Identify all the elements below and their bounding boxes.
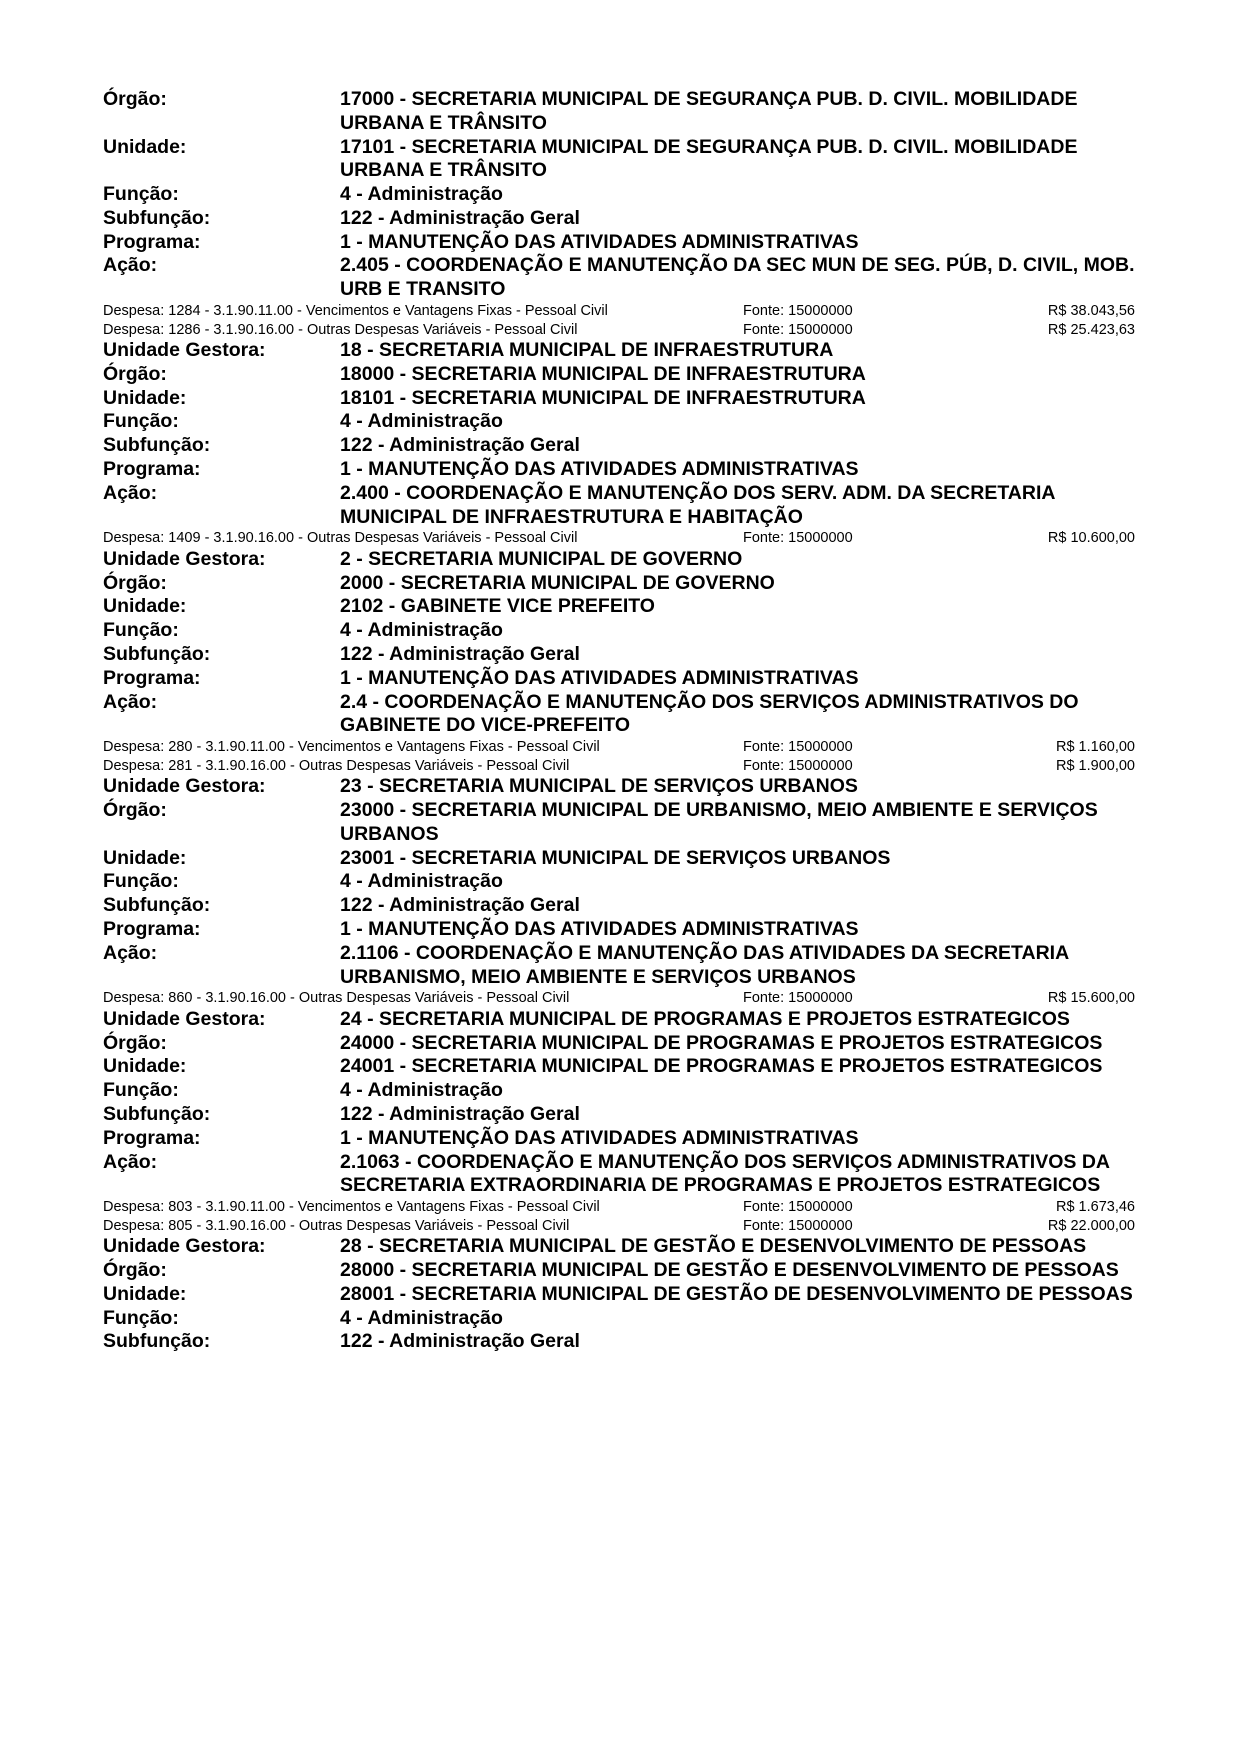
- field-label: Unidade:: [103, 1055, 187, 1078]
- field-label: Subfunção:: [103, 894, 211, 917]
- field-row: [103, 231, 1138, 255]
- field-label: Ação:: [103, 690, 158, 713]
- field-label: Programa:: [103, 230, 201, 253]
- despesa-valor: R$ 1.900,00: [1055, 757, 1135, 774]
- field-row: [103, 136, 1138, 184]
- field-label: Programa:: [103, 666, 201, 689]
- field-label: Órgão:: [103, 571, 167, 594]
- field-value: 1 - MANUTENÇÃO DAS ATIVIDADES ADMINISTRATIVAS: [340, 917, 859, 940]
- field-row: [103, 595, 1138, 619]
- field-row: [103, 691, 1138, 739]
- field-label: Função:: [103, 870, 179, 893]
- field-row: [103, 572, 1138, 596]
- field-value: 23000 - SECRETARIA MUNICIPAL DE URBANISMO, MEIO AMBIENTE E SERVIÇOS URBANOS: [340, 799, 1098, 845]
- despesa-fonte: Fonte: 15000000: [743, 1199, 853, 1216]
- field-value: 2102 - GABINETE VICE PREFEITO: [340, 595, 655, 618]
- despesa-valor: R$ 25.423,63: [1047, 321, 1135, 338]
- despesa-description: Despesa: 860 - 3.1.90.16.00 - Outras Despesas Variáveis - Pessoal Civil: [103, 990, 570, 1007]
- despesa-fonte: Fonte: 15000000: [743, 1217, 853, 1234]
- field-row: [103, 1055, 1138, 1079]
- field-row: [103, 799, 1138, 847]
- despesa-description: Despesa: 1409 - 3.1.90.16.00 - Outras Despesas Variáveis - Pessoal Civil: [103, 530, 578, 547]
- field-value: 2 - SECRETARIA MUNICIPAL DE GOVERNO: [340, 547, 743, 570]
- field-label: Unidade Gestora:: [103, 1007, 266, 1030]
- despesa-row: [103, 1198, 1138, 1217]
- field-label: Unidade Gestora:: [103, 339, 266, 362]
- field-value: 2000 - SECRETARIA MUNICIPAL DE GOVERNO: [340, 571, 775, 594]
- field-label: Órgão:: [103, 1258, 167, 1281]
- field-value: 4 - Administração: [340, 183, 503, 206]
- field-label: Órgão:: [103, 362, 167, 385]
- field-value: 1 - MANUTENÇÃO DAS ATIVIDADES ADMINISTRATIVAS: [340, 230, 859, 253]
- field-value: 122 - Administração Geral: [340, 894, 580, 917]
- field-value: 28001 - SECRETARIA MUNICIPAL DE GESTÃO DE DESENVOLVIMENTO DE PESSOAS: [340, 1282, 1133, 1305]
- field-row: [103, 1235, 1138, 1259]
- despesa-row: [103, 321, 1138, 340]
- field-value: 28000 - SECRETARIA MUNICIPAL DE GESTÃO E DESENVOLVIMENTO DE PESSOAS: [340, 1258, 1119, 1281]
- field-value: 18 - SECRETARIA MUNICIPAL DE INFRAESTRUTURA: [340, 339, 834, 362]
- field-value: 4 - Administração: [340, 1079, 503, 1102]
- field-label: Subfunção:: [103, 643, 211, 666]
- despesa-valor: R$ 22.000,00: [1047, 1217, 1135, 1234]
- field-label: Unidade Gestora:: [103, 547, 266, 570]
- field-value: 1 - MANUTENÇÃO DAS ATIVIDADES ADMINISTRATIVAS: [340, 458, 859, 481]
- field-value: 17000 - SECRETARIA MUNICIPAL DE SEGURANÇA PUB. D. CIVIL. MOBILIDADE URBANA E TRÂNSITO: [340, 88, 1078, 134]
- field-row: [103, 207, 1138, 231]
- despesa-row: [103, 1217, 1138, 1236]
- field-value: 23 - SECRETARIA MUNICIPAL DE SERVIÇOS URBANOS: [340, 775, 858, 798]
- field-row: [103, 434, 1138, 458]
- field-label: Subfunção:: [103, 1330, 211, 1353]
- despesa-fonte: Fonte: 15000000: [743, 739, 853, 756]
- field-label: Unidade:: [103, 135, 187, 158]
- despesa-valor: R$ 1.673,46: [1055, 1199, 1135, 1216]
- despesa-valor: R$ 10.600,00: [1047, 530, 1135, 547]
- field-row: [103, 847, 1138, 871]
- field-label: Subfunção:: [103, 206, 211, 229]
- field-value: 28 - SECRETARIA MUNICIPAL DE GESTÃO E DESENVOLVIMENTO DE PESSOAS: [340, 1235, 1087, 1258]
- field-row: [103, 183, 1138, 207]
- despesa-row: [103, 738, 1138, 757]
- field-label: Função:: [103, 1306, 179, 1329]
- field-row: [103, 1259, 1138, 1283]
- despesa-valor: R$ 1.160,00: [1055, 739, 1135, 756]
- field-value: 24000 - SECRETARIA MUNICIPAL DE PROGRAMAS E PROJETOS ESTRATEGICOS: [340, 1031, 1103, 1054]
- field-label: Função:: [103, 1079, 179, 1102]
- field-row: [103, 1127, 1138, 1151]
- field-value: 2.4 - COORDENAÇÃO E MANUTENÇÃO DOS SERVIÇOS ADMINISTRATIVOS DO GABINETE DO VICE-PREFEITO: [340, 690, 1079, 737]
- field-label: Órgão:: [103, 1031, 167, 1054]
- despesa-valor: R$ 38.043,56: [1047, 303, 1135, 320]
- field-label: Unidade:: [103, 1282, 187, 1305]
- field-value: 17101 - SECRETARIA MUNICIPAL DE SEGURANÇA PUB. D. CIVIL. MOBILIDADE URBANA E TRÂNSITO: [340, 135, 1078, 182]
- despesa-fonte: Fonte: 15000000: [743, 757, 853, 774]
- field-value: 2.400 - COORDENAÇÃO E MANUTENÇÃO DOS SERV. ADM. DA SECRETARIA MUNICIPAL DE INFRAESTRUTURA E HABITAÇÃO: [340, 481, 1055, 528]
- field-label: Ação:: [103, 1150, 158, 1173]
- field-row: [103, 1008, 1138, 1032]
- field-value: 4 - Administração: [340, 619, 503, 642]
- field-value: 1 - MANUTENÇÃO DAS ATIVIDADES ADMINISTRATIVAS: [340, 666, 859, 689]
- field-label: Subfunção:: [103, 434, 211, 457]
- field-row: [103, 667, 1138, 691]
- field-row: [103, 387, 1138, 411]
- field-row: [103, 870, 1138, 894]
- field-label: Programa:: [103, 1126, 201, 1149]
- field-value: 1 - MANUTENÇÃO DAS ATIVIDADES ADMINISTRATIVAS: [340, 1126, 859, 1149]
- despesa-description: Despesa: 805 - 3.1.90.16.00 - Outras Despesas Variáveis - Pessoal Civil: [103, 1217, 570, 1234]
- field-value: 2.405 - COORDENAÇÃO E MANUTENÇÃO DA SEC MUN DE SEG. PÚB, D. CIVIL, MOB. URB E TRANSITO: [340, 254, 1135, 301]
- field-label: Função:: [103, 183, 179, 206]
- field-row: [103, 548, 1138, 572]
- field-value: 122 - Administração Geral: [340, 206, 580, 229]
- field-row: [103, 619, 1138, 643]
- despesa-row: [103, 757, 1138, 776]
- field-value: 24 - SECRETARIA MUNICIPAL DE PROGRAMAS E PROJETOS ESTRATEGICOS: [340, 1007, 1070, 1030]
- despesa-fonte: Fonte: 15000000: [743, 321, 853, 338]
- field-row: [103, 458, 1138, 482]
- field-row: [103, 339, 1138, 363]
- despesa-description: Despesa: 281 - 3.1.90.16.00 - Outras Despesas Variáveis - Pessoal Civil: [103, 757, 570, 774]
- field-value: 4 - Administração: [340, 870, 503, 893]
- field-row: [103, 1151, 1138, 1199]
- field-label: Programa:: [103, 458, 201, 481]
- despesa-fonte: Fonte: 15000000: [743, 990, 853, 1007]
- field-row: [103, 1330, 1138, 1354]
- despesa-row: [103, 989, 1138, 1008]
- field-row: [103, 1283, 1138, 1307]
- field-row: [103, 894, 1138, 918]
- field-value: 23001 - SECRETARIA MUNICIPAL DE SERVIÇOS URBANOS: [340, 846, 891, 869]
- field-row: [103, 643, 1138, 667]
- field-label: Órgão:: [103, 799, 167, 822]
- field-label: Órgão:: [103, 88, 167, 110]
- field-label: Função:: [103, 619, 179, 642]
- despesa-row: [103, 302, 1138, 321]
- field-row: [103, 410, 1138, 434]
- field-value: 122 - Administração Geral: [340, 1102, 580, 1125]
- field-label: Ação:: [103, 254, 158, 277]
- field-value: 18101 - SECRETARIA MUNICIPAL DE INFRAESTRUTURA: [340, 386, 866, 409]
- despesa-description: Despesa: 1286 - 3.1.90.16.00 - Outras Despesas Variáveis - Pessoal Civil: [103, 321, 578, 338]
- despesa-fonte: Fonte: 15000000: [743, 530, 853, 547]
- field-row: [103, 254, 1138, 302]
- field-label: Ação:: [103, 481, 158, 504]
- field-label: Unidade Gestora:: [103, 775, 266, 798]
- field-value: 122 - Administração Geral: [340, 434, 580, 457]
- field-row: [103, 1032, 1138, 1056]
- field-row: [103, 482, 1138, 530]
- field-label: Unidade:: [103, 386, 187, 409]
- field-label: Ação:: [103, 941, 158, 964]
- field-value: 4 - Administração: [340, 410, 503, 433]
- field-value: 2.1063 - COORDENAÇÃO E MANUTENÇÃO DOS SERVIÇOS ADMINISTRATIVOS DA SECRETARIA EXTRAORDINARIA DE PROGRAMAS E PROJETOS ESTRATEGICOS: [340, 1150, 1110, 1197]
- field-row: [103, 942, 1138, 990]
- field-label: Unidade:: [103, 595, 187, 618]
- field-value: 122 - Administração Geral: [340, 643, 580, 666]
- field-value: 24001 - SECRETARIA MUNICIPAL DE PROGRAMAS E PROJETOS ESTRATEGICOS: [340, 1055, 1103, 1078]
- despesa-fonte: Fonte: 15000000: [743, 303, 853, 320]
- field-row: [103, 775, 1138, 799]
- despesa-row: [103, 529, 1138, 548]
- field-label: Unidade:: [103, 846, 187, 869]
- field-label: Unidade Gestora:: [103, 1235, 266, 1258]
- field-row: [103, 363, 1138, 387]
- field-label: Programa:: [103, 917, 201, 940]
- despesa-description: Despesa: 803 - 3.1.90.11.00 - Vencimentos e Vantagens Fixas - Pessoal Civil: [103, 1199, 600, 1216]
- field-value: 122 - Administração Geral: [340, 1330, 580, 1353]
- budget-entry-list: [103, 88, 1138, 1354]
- field-row: [103, 88, 1138, 136]
- field-label: Subfunção:: [103, 1102, 211, 1125]
- field-row: [103, 918, 1138, 942]
- field-value: 2.1106 - COORDENAÇÃO E MANUTENÇÃO DAS ATIVIDADES DA SECRETARIA URBANISMO, MEIO AMBIENTE E SERVIÇOS URBANOS: [340, 941, 1069, 988]
- despesa-description: Despesa: 1284 - 3.1.90.11.00 - Vencimentos e Vantagens Fixas - Pessoal Civil: [103, 303, 608, 320]
- field-row: [103, 1103, 1138, 1127]
- field-row: [103, 1079, 1138, 1103]
- field-value: 4 - Administração: [340, 1306, 503, 1329]
- field-value: 18000 - SECRETARIA MUNICIPAL DE INFRAESTRUTURA: [340, 362, 866, 385]
- field-row: [103, 1307, 1138, 1331]
- field-label: Função:: [103, 410, 179, 433]
- despesa-description: Despesa: 280 - 3.1.90.11.00 - Vencimentos e Vantagens Fixas - Pessoal Civil: [103, 739, 600, 756]
- despesa-valor: R$ 15.600,00: [1047, 990, 1135, 1007]
